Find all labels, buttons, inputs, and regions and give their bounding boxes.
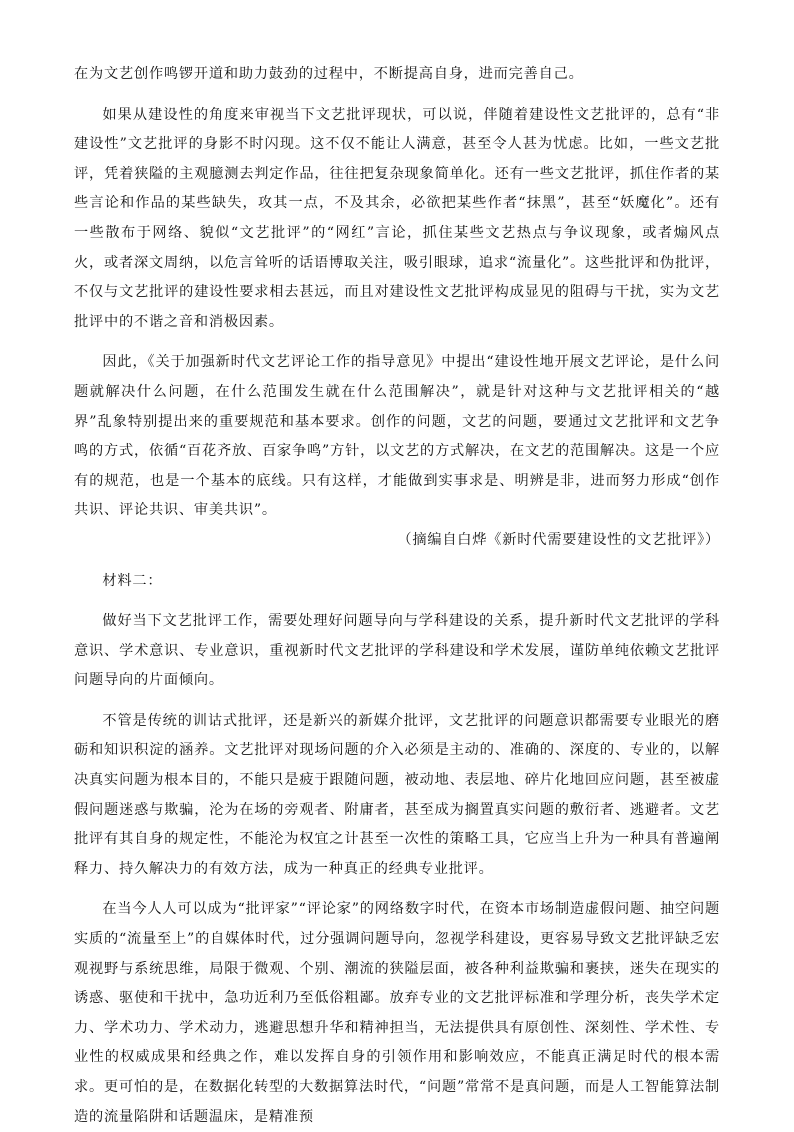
- paragraph-nonconstructive-criticism: 如果从建设性的角度来审视当下文艺批评现状，可以说，伴随着建设性文艺批评的，总有“非建设性”文艺批评的身影不时闪现。这不仅不能让人满意，甚至令人甚为忧虑。比如，一些文艺批评，凭着狭隘的主观臆测去判定作品，往往把复杂现象简单化。还有一些文艺批评，抓住作者的某些言论和作品的某些缺失，攻其一点，不及其余，必欲把某些作者“抹黑”，甚至“妖魔化”。还有一些散布于网络、貌似“文艺批评”的“网红”言论，抓住某些文艺热点与争议现象，或者煽风点火，或者深文周纳，以危言耸听的话语博取关注，吸引眼球，追求“流量化”。这些批评和伪批评，不仅与文艺批评的建设性要求相去甚远，而且对建设性文艺批评构成显见的阻碍与干扰，实为文艺批评中的不谐之音和消极因素。: [74, 106, 720, 330]
- article-body: [74, 60, 720, 1132]
- source-citation: （摘编自白烨《新时代需要建设性的文艺批评》）: [397, 531, 720, 548]
- paragraph-digital-era: 在当今人人可以成为“批评家”“评论家”的网络数字时代，在资本市场制造虚假问题、抽空问题实质的“流量至上”的自媒体时代，过分强调问题导向，忽视学科建设，更容易导致文艺批评缺乏宏观视野与系统思维，局限于微观、个别、潮流的狭隘层面，被各种利益欺骗和裹挟，迷失在现实的诱惑、驱使和干扰中，急功近利乃至低俗粗鄙。放弃专业的文艺批评标准和学理分析，丧失学术定力、学术功力、学术动力，逃避思想升华和精神担当，无法提供具有原创性、深刻性、学术性、专业性的权威成果和经典之作，难以发挥自身的引领作用和影响效应，不能真正满足时代的根本需求。更可怕的是，在数据化转型的大数据算法时代，“问题”常常不是真问题，而是人工智能算法制造的流量陷阱和话题温床，是精准预: [74, 901, 720, 1125]
- material-two-heading: 材料二：: [102, 572, 163, 589]
- paragraph-gap: [74, 337, 720, 348]
- paragraph-gap: [74, 596, 720, 607]
- paragraph-discipline-building: 做好当下文艺批评工作，需要处理好问题导向与学科建设的关系，提升新时代文艺批评的学科意识、学术意识、专业意识，重视新时代文艺批评的学科建设和学术发展，谨防单纯依赖文艺批评问题导向的片面倾向。: [74, 613, 720, 689]
- paragraph-gap: [74, 90, 720, 101]
- paragraph-gap: [74, 556, 720, 567]
- paragraph-problem-awareness: 不管是传统的训诂式批评，还是新兴的新媒介批评，文艺批评的问题意识都需要专业眼光的磨砺和知识积淀的涵养。文艺批评对现场问题的介入必须是主动的、准确的、深度的、专业的，以解决真实问题为根本目的，不能只是疲于跟随问题，被动地、表层地、碎片化地回应问题，甚至被虚假问题迷惑与欺骗，沦为在场的旁观者、附庸者，甚至成为搁置真实问题的敷衍者、逃避者。文艺批评有其自身的规定性，不能沦为权宜之计甚至一次性的策略工具，它应当上升为一种具有普遍阐释力、持久解决力的有效方法，成为一种真正的经典专业批评。: [74, 712, 720, 877]
- paragraph-continuation: 在为文艺创作鸣锣开道和助力鼓劲的过程中，不断提高自身，进而完善自己。: [74, 66, 584, 82]
- paragraph-gap: [74, 884, 720, 895]
- paragraph-gap: [74, 696, 720, 707]
- paragraph-guidance-opinion: 因此，《关于加强新时代文艺评论工作的指导意见》中提出“建设性地开展文艺评论，是什么问题就解决什么问题，在什么范围发生就在什么范围解决”，就是针对这种与文艺批评相关的“越界”乱象特别提出来的重要规范和基本要求。创作的问题，文艺的问题，要通过文艺批评和文艺争鸣的方式，依循“百花齐放、百家争鸣”方针，以文艺的方式解决，在文艺的范围解决。这是一个应有的规范，也是一个基本的底线。只有这样，才能做到实事求是、明辨是非，进而努力形成“创作共识、评论共识、审美共识”。: [74, 354, 720, 519]
